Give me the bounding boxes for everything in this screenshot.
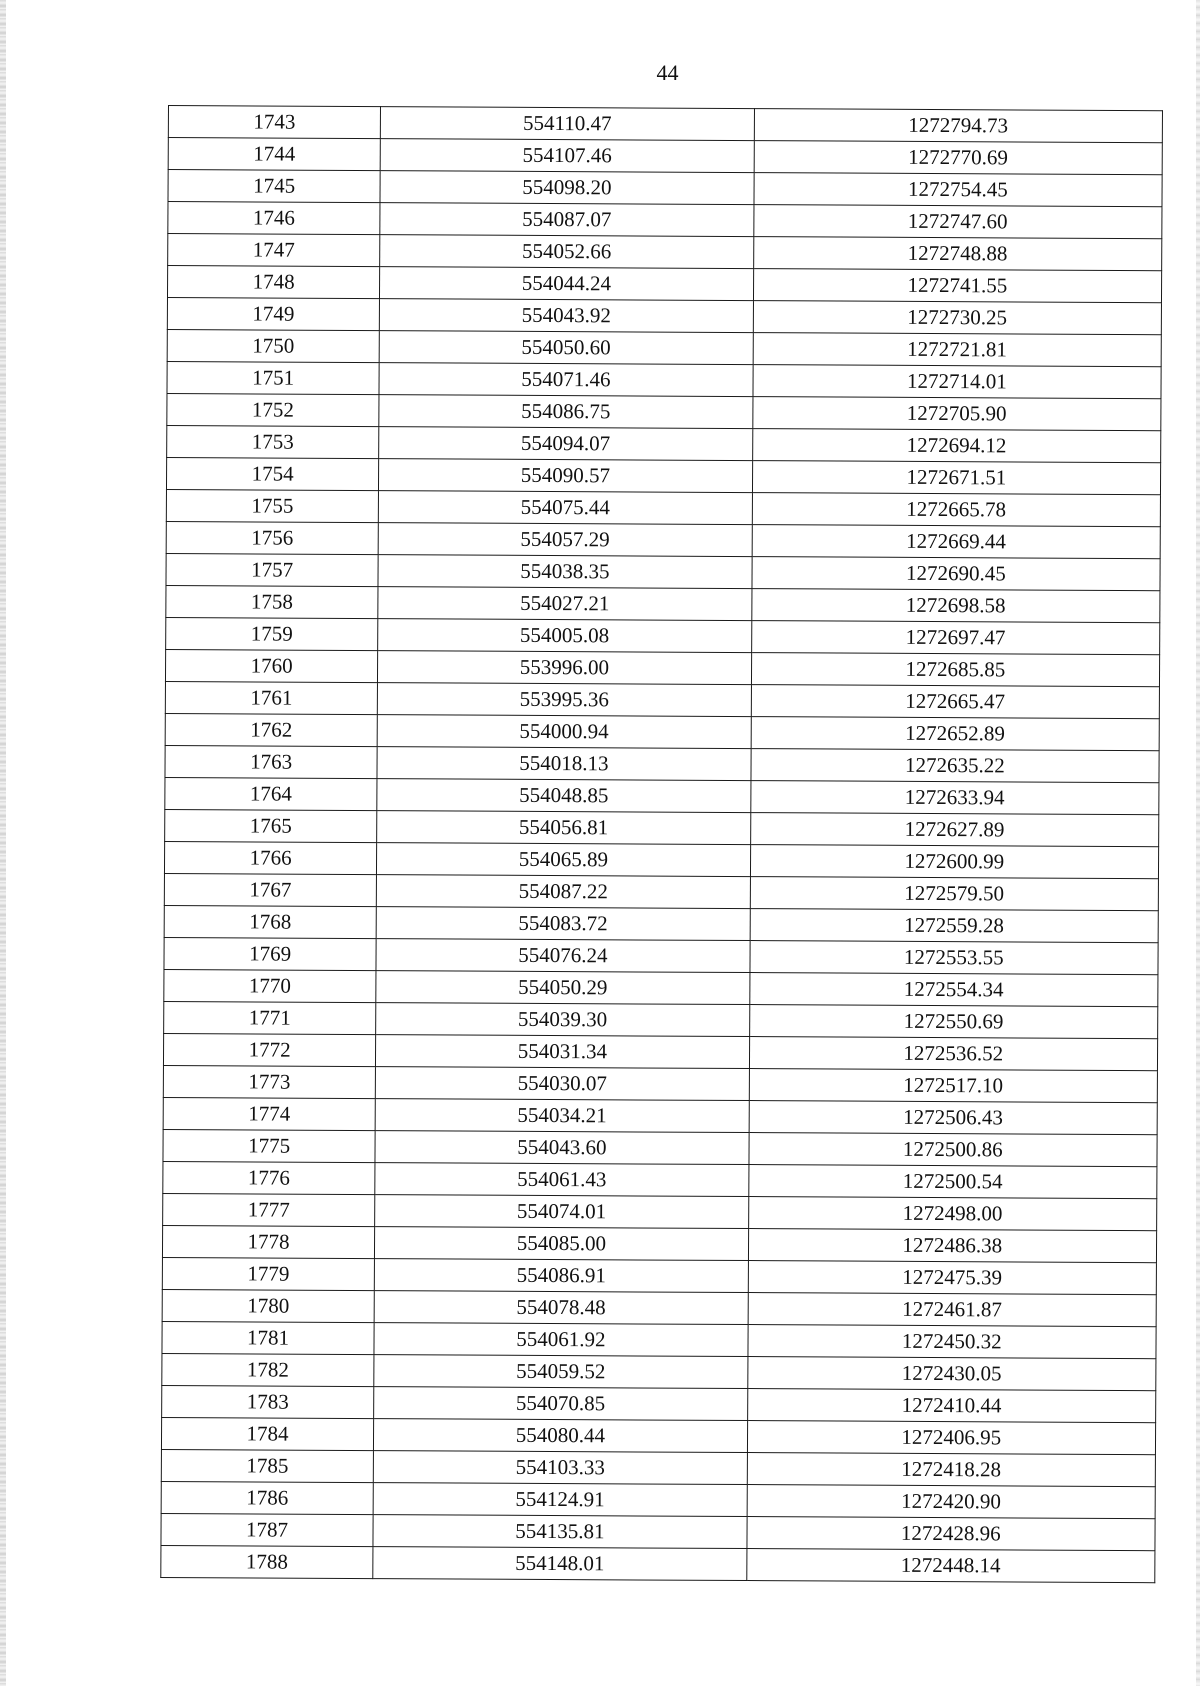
point-number-cell: 1788 [161, 1545, 373, 1578]
x-coordinate-cell: 554038.35 [378, 555, 752, 589]
point-number-cell: 1787 [161, 1513, 373, 1546]
table-row [163, 1161, 1157, 1198]
x-coordinate-cell: 554086.91 [374, 1259, 748, 1293]
x-coordinate-cell: 554027.21 [378, 587, 752, 621]
table-row [168, 202, 1162, 239]
x-coordinate-cell: 553996.00 [378, 651, 752, 685]
point-number-cell: 1770 [164, 969, 376, 1002]
x-coordinate-cell: 554094.07 [379, 427, 753, 461]
x-coordinate-cell: 554057.29 [378, 523, 752, 557]
table-row [162, 1321, 1156, 1358]
x-coordinate-cell: 554070.85 [374, 1387, 748, 1421]
table-row [162, 1257, 1156, 1294]
x-coordinate-cell: 554056.81 [377, 811, 751, 845]
point-number-cell: 1763 [165, 745, 377, 778]
point-number-cell: 1775 [163, 1129, 375, 1162]
y-coordinate-cell: 1272450.32 [748, 1325, 1157, 1359]
point-number-cell: 1765 [165, 809, 377, 842]
point-number-cell: 1749 [167, 297, 379, 330]
y-coordinate-cell: 1272553.55 [750, 941, 1159, 975]
x-coordinate-cell: 554086.75 [379, 395, 753, 429]
point-number-cell: 1780 [162, 1289, 374, 1322]
y-coordinate-cell: 1272448.14 [746, 1549, 1155, 1583]
x-coordinate-cell: 554110.47 [380, 107, 754, 141]
y-coordinate-cell: 1272665.47 [751, 685, 1160, 719]
point-number-cell: 1761 [165, 681, 377, 714]
y-coordinate-cell: 1272794.73 [754, 109, 1163, 143]
x-coordinate-cell: 554083.72 [376, 907, 750, 941]
table-row [165, 649, 1159, 686]
point-number-cell: 1757 [166, 553, 378, 586]
point-number-cell: 1769 [164, 937, 376, 970]
table-row [165, 809, 1159, 846]
table-row [162, 1289, 1156, 1326]
x-coordinate-cell: 554071.46 [379, 363, 753, 397]
table-row [168, 106, 1162, 143]
table-row [167, 425, 1161, 462]
point-number-cell: 1764 [165, 777, 377, 810]
point-number-cell: 1752 [167, 393, 379, 426]
x-coordinate-cell: 554044.24 [380, 267, 754, 301]
x-coordinate-cell: 554124.91 [373, 1483, 747, 1517]
x-coordinate-cell: 554059.52 [374, 1355, 748, 1389]
y-coordinate-cell: 1272694.12 [752, 429, 1161, 463]
y-coordinate-cell: 1272633.94 [750, 781, 1159, 815]
point-number-cell: 1759 [166, 617, 378, 650]
table-row [166, 617, 1160, 654]
point-number-cell: 1756 [166, 521, 378, 554]
x-coordinate-cell: 554075.44 [378, 491, 752, 525]
x-coordinate-cell: 554148.01 [373, 1547, 747, 1581]
table-row [163, 1097, 1157, 1134]
table-row [168, 234, 1162, 271]
x-coordinate-cell: 554061.92 [374, 1323, 748, 1357]
x-coordinate-cell: 554107.46 [380, 139, 754, 173]
y-coordinate-cell: 1272652.89 [751, 717, 1160, 751]
y-coordinate-cell: 1272517.10 [749, 1069, 1158, 1103]
coordinates-table-body [161, 106, 1163, 1583]
point-number-cell: 1746 [168, 202, 380, 235]
x-coordinate-cell: 554034.21 [375, 1099, 749, 1133]
y-coordinate-cell: 1272669.44 [752, 525, 1161, 559]
x-coordinate-cell: 554135.81 [373, 1515, 747, 1549]
y-coordinate-cell: 1272747.60 [753, 205, 1162, 239]
point-number-cell: 1758 [166, 585, 378, 618]
y-coordinate-cell: 1272730.25 [753, 301, 1162, 335]
x-coordinate-cell: 554000.94 [377, 715, 751, 749]
table-row [161, 1545, 1155, 1582]
y-coordinate-cell: 1272559.28 [750, 909, 1159, 943]
y-coordinate-cell: 1272536.52 [749, 1037, 1158, 1071]
point-number-cell: 1781 [162, 1321, 374, 1354]
point-number-cell: 1776 [163, 1161, 375, 1194]
point-number-cell: 1754 [166, 457, 378, 490]
table-row [164, 1001, 1158, 1038]
y-coordinate-cell: 1272671.51 [752, 461, 1161, 495]
point-number-cell: 1772 [163, 1033, 375, 1066]
table-row [167, 266, 1161, 303]
x-coordinate-cell: 554080.44 [374, 1419, 748, 1453]
x-coordinate-cell: 554085.00 [375, 1227, 749, 1261]
point-number-cell: 1778 [162, 1225, 374, 1258]
y-coordinate-cell: 1272461.87 [748, 1293, 1157, 1327]
table-row [166, 553, 1160, 590]
y-coordinate-cell: 1272579.50 [750, 877, 1159, 911]
table-row [164, 841, 1158, 878]
y-coordinate-cell: 1272714.01 [753, 365, 1162, 399]
y-coordinate-cell: 1272406.95 [747, 1421, 1156, 1455]
table-row [166, 521, 1160, 558]
x-coordinate-cell: 554043.60 [375, 1131, 749, 1165]
x-coordinate-cell: 554098.20 [380, 171, 754, 205]
table-row [167, 361, 1161, 398]
table-row [165, 681, 1159, 718]
point-number-cell: 1767 [164, 873, 376, 906]
point-number-cell: 1755 [166, 489, 378, 522]
x-coordinate-cell: 554074.01 [375, 1195, 749, 1229]
x-coordinate-cell: 554078.48 [374, 1291, 748, 1325]
table-row [164, 969, 1158, 1006]
point-number-cell: 1751 [167, 361, 379, 394]
table-row [161, 1481, 1155, 1518]
x-coordinate-cell: 554076.24 [376, 939, 750, 973]
y-coordinate-cell: 1272770.69 [754, 141, 1163, 175]
table-row [168, 138, 1162, 175]
y-coordinate-cell: 1272697.47 [751, 621, 1160, 655]
y-coordinate-cell: 1272741.55 [753, 269, 1162, 303]
y-coordinate-cell: 1272554.34 [749, 973, 1158, 1007]
x-coordinate-cell: 554050.29 [376, 971, 750, 1005]
y-coordinate-cell: 1272690.45 [752, 557, 1161, 591]
y-coordinate-cell: 1272418.28 [747, 1453, 1156, 1487]
x-coordinate-cell: 554065.89 [377, 843, 751, 877]
x-coordinate-cell: 554090.57 [379, 459, 753, 493]
y-coordinate-cell: 1272698.58 [751, 589, 1160, 623]
point-number-cell: 1762 [165, 713, 377, 746]
page-number: 44 [656, 60, 679, 85]
table-row [161, 1417, 1155, 1454]
x-coordinate-cell: 554039.30 [376, 1003, 750, 1037]
y-coordinate-cell: 1272721.81 [753, 333, 1162, 367]
point-number-cell: 1783 [162, 1385, 374, 1418]
table-row [163, 1065, 1157, 1102]
y-coordinate-cell: 1272506.43 [749, 1101, 1158, 1135]
point-number-cell: 1747 [168, 234, 380, 267]
point-number-cell: 1760 [165, 649, 377, 682]
point-number-cell: 1784 [161, 1417, 373, 1450]
point-number-cell: 1768 [164, 905, 376, 938]
x-coordinate-cell: 554087.22 [376, 875, 750, 909]
coordinates-table [160, 105, 1163, 1583]
y-coordinate-cell: 1272500.86 [749, 1133, 1158, 1167]
y-coordinate-cell: 1272500.54 [748, 1165, 1157, 1199]
point-number-cell: 1786 [161, 1481, 373, 1514]
x-coordinate-cell: 554005.08 [378, 619, 752, 653]
y-coordinate-cell: 1272410.44 [747, 1389, 1156, 1423]
table-row [161, 1513, 1155, 1550]
point-number-cell: 1779 [162, 1257, 374, 1290]
table-row [165, 777, 1159, 814]
table-row [162, 1225, 1156, 1262]
x-coordinate-cell: 554050.60 [379, 331, 753, 365]
y-coordinate-cell: 1272705.90 [752, 397, 1161, 431]
y-coordinate-cell: 1272498.00 [748, 1197, 1157, 1231]
table-row [166, 585, 1160, 622]
y-coordinate-cell: 1272486.38 [748, 1229, 1157, 1263]
table-row [164, 873, 1158, 910]
table-row [161, 1449, 1155, 1486]
y-coordinate-cell: 1272600.99 [750, 845, 1159, 879]
point-number-cell: 1753 [167, 425, 379, 458]
y-coordinate-cell: 1272665.78 [752, 493, 1161, 527]
point-number-cell: 1744 [168, 138, 380, 171]
point-number-cell: 1766 [164, 841, 376, 874]
y-coordinate-cell: 1272475.39 [748, 1261, 1157, 1295]
x-coordinate-cell: 554030.07 [375, 1067, 749, 1101]
scan-edge-right [1196, 0, 1200, 1686]
point-number-cell: 1774 [163, 1097, 375, 1130]
y-coordinate-cell: 1272685.85 [751, 653, 1160, 687]
x-coordinate-cell: 554043.92 [379, 299, 753, 333]
table-row [164, 905, 1158, 942]
y-coordinate-cell: 1272428.96 [747, 1517, 1156, 1551]
y-coordinate-cell: 1272627.89 [750, 813, 1159, 847]
table-row [166, 489, 1160, 526]
y-coordinate-cell: 1272420.90 [747, 1485, 1156, 1519]
point-number-cell: 1782 [162, 1353, 374, 1386]
x-coordinate-cell: 554018.13 [377, 747, 751, 781]
table-row [163, 1033, 1157, 1070]
x-coordinate-cell: 554031.34 [376, 1035, 750, 1069]
table-row [162, 1353, 1156, 1390]
table-row [163, 1193, 1157, 1230]
x-coordinate-cell: 553995.36 [377, 683, 751, 717]
x-coordinate-cell: 554052.66 [380, 235, 754, 269]
table-row [166, 457, 1160, 494]
table-row [165, 745, 1159, 782]
table-row [167, 297, 1161, 334]
point-number-cell: 1743 [168, 106, 380, 139]
x-coordinate-cell: 554048.85 [377, 779, 751, 813]
y-coordinate-cell: 1272748.88 [753, 237, 1162, 271]
x-coordinate-cell: 554087.07 [380, 203, 754, 237]
table-row [164, 937, 1158, 974]
table-row [167, 393, 1161, 430]
scan-edge-left [0, 0, 6, 1686]
point-number-cell: 1773 [163, 1065, 375, 1098]
table-row [168, 170, 1162, 207]
point-number-cell: 1785 [161, 1449, 373, 1482]
y-coordinate-cell: 1272430.05 [747, 1357, 1156, 1391]
point-number-cell: 1771 [164, 1001, 376, 1034]
table-row [162, 1385, 1156, 1422]
table-row [167, 329, 1161, 366]
point-number-cell: 1748 [167, 266, 379, 299]
y-coordinate-cell: 1272635.22 [751, 749, 1160, 783]
table-row [165, 713, 1159, 750]
table-row [163, 1129, 1157, 1166]
point-number-cell: 1777 [163, 1193, 375, 1226]
x-coordinate-cell: 554061.43 [375, 1163, 749, 1197]
y-coordinate-cell: 1272550.69 [749, 1005, 1158, 1039]
point-number-cell: 1745 [168, 170, 380, 203]
x-coordinate-cell: 554103.33 [373, 1451, 747, 1485]
y-coordinate-cell: 1272754.45 [754, 173, 1163, 207]
point-number-cell: 1750 [167, 329, 379, 362]
